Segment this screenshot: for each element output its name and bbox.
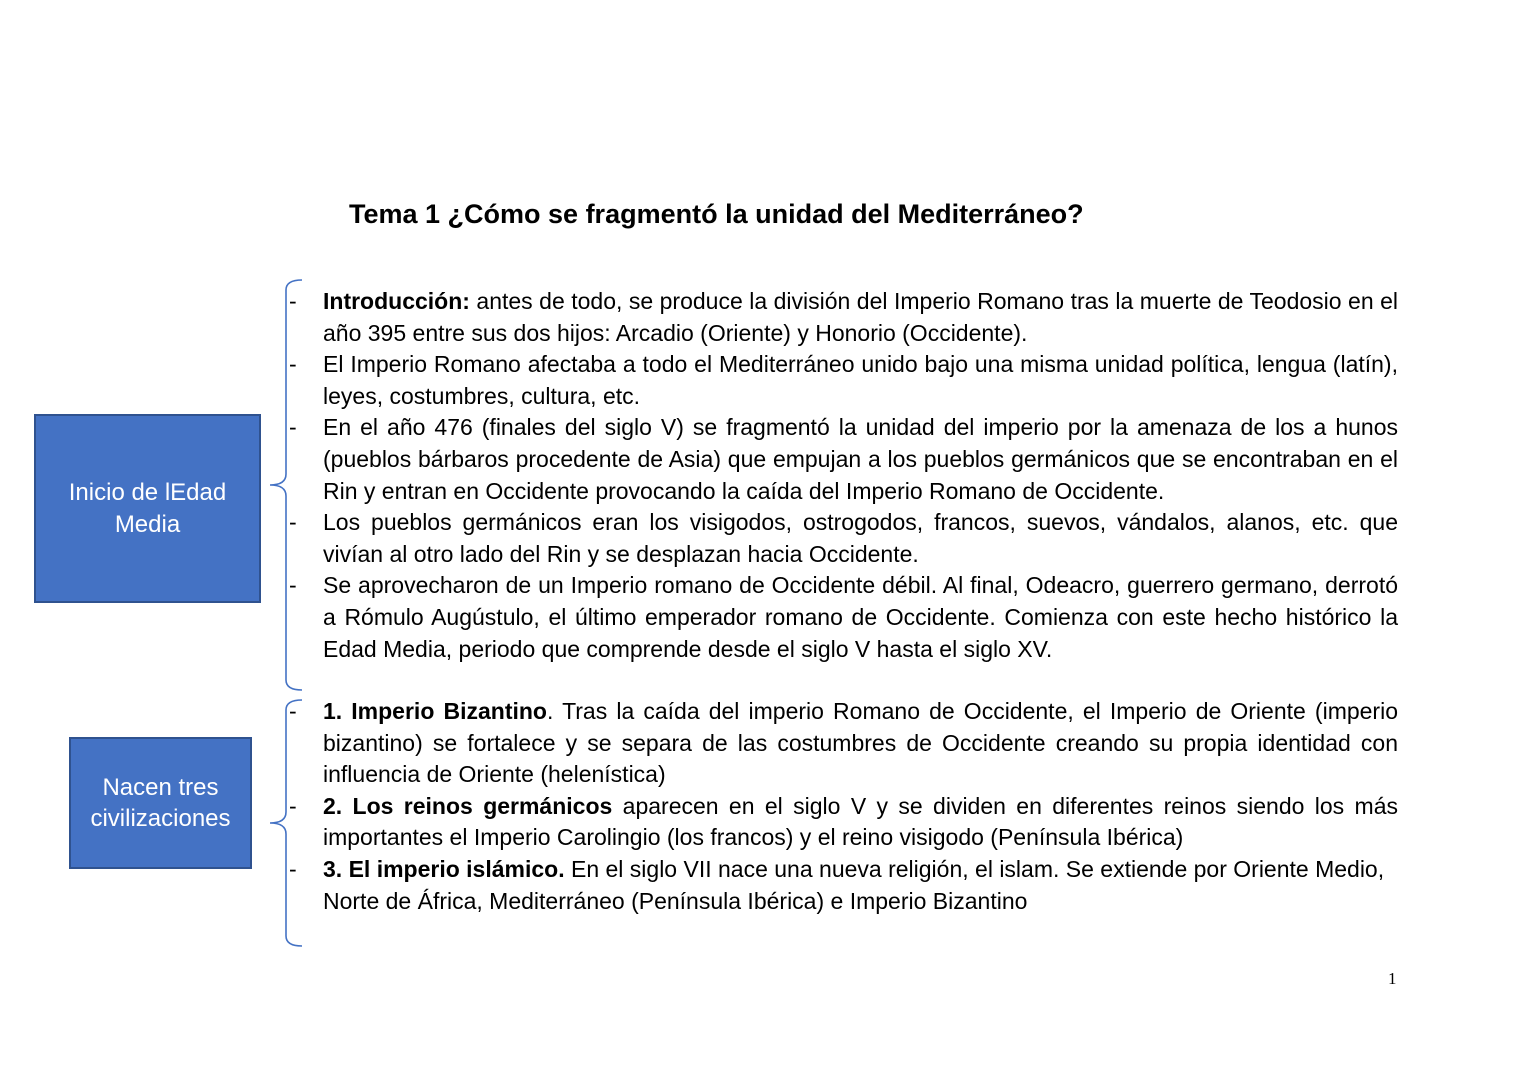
list-item: - Introducción: antes de todo, se produce la división del Imperio Romano tras la muerte de Teodosio en el año 395 entre sus dos hijos: Arcadio (Oriente) y Honorio (Occidente).	[289, 288, 1398, 346]
concept-box-tres-civilizaciones	[69, 737, 252, 869]
list-item: - 1. Imperio Bizantino. Tras la caída del imperio Romano de Occidente, el Imperio de Oriente (imperio bizantino) se fortalece y se separa de las costumbres de Occidente creando su propia identidad con influencia de Oriente (helenística)	[289, 698, 1398, 788]
bullet-text: En el año 476 (finales del siglo V) se fragmentó la unidad del imperio por la amenaza de los a hunos (pueblos bárbaros procedente de Asia) que empujan a los pueblos germánicos que se encontraban en el Rin y entran en Occidente provocando la caída del Imperio Romano de Occidente.	[323, 414, 1398, 504]
bullet-text: El Imperio Romano afectaba a todo el Mediterráneo unido bajo una misma unidad política, lengua (latín), leyes, costumbres, cultura, etc.	[323, 351, 1398, 409]
list-item: - Se aprovecharon de un Imperio romano de Occidente débil. Al final, Odeacro, guerrero germano, derrotó a Rómulo Augústulo, el último emperador romano de Occidente. Comienza con este hecho histórico la Edad Media, periodo que comprende desde el siglo V hasta el siglo XV.	[289, 572, 1398, 662]
bullet-bold: 3. El imperio islámico.	[323, 855, 565, 882]
list-item: - El Imperio Romano afectaba a todo el Mediterráneo unido bajo una misma unidad política, lengua (latín), leyes, costumbres, cultura, etc.	[289, 351, 1398, 409]
bullet-bold: Introducción:	[323, 288, 470, 314]
bullet-bold: 2. Los reinos germánicos	[323, 792, 613, 819]
concept-box-inicio-edad-media	[34, 414, 261, 603]
concept-box-label: Inicio de lEdad Media	[68, 479, 227, 538]
bullet-text: Se aprovecharon de un Imperio romano de Occidente débil. Al final, Odeacro, guerrero germano, derrotó a Rómulo Augústulo, el último emperador romano de Occidente. Comienza con este hecho histórico la Edad Media, periodo que comprende desde el siglo V hasta el siglo XV.	[323, 572, 1398, 662]
page-title: Tema 1 ¿Cómo se fragmentó la unidad del Mediterráneo?	[349, 199, 1084, 229]
bullet-text: En el siglo VII nace una nueva religión, el islam. Se extiende por Oriente Medio, Norte de África, Mediterráneo (Península Ibérica) e Imperio Bizantino	[323, 855, 1385, 914]
concept-box-label: Nacen tres civilizaciones	[90, 773, 231, 832]
bullet-text: . Tras la caída del imperio Romano de Occidente, el Imperio de Oriente (imperio bizantino) se fortalece y se separa de las costumbres de Occidente creando su propia identidad con influencia de Oriente (helenística)	[323, 698, 1398, 788]
page-number: 1	[1388, 969, 1397, 988]
bullet-list-civilizaciones	[289, 696, 1398, 917]
bullet-text: antes de todo, se produce la división del Imperio Romano tras la muerte de Teodosio en el año 395 entre sus dos hijos: Arcadio (Oriente) y Honorio (Occidente).	[323, 288, 1398, 346]
list-item: - Los pueblos germánicos eran los visigodos, ostrogodos, francos, suevos, vándalos, alanos, etc. que vivían al otro lado del Rin y se desplazan hacia Occidente.	[289, 509, 1398, 567]
list-item: - 3. El imperio islámico. En el siglo VII nace una nueva religión, el islam. Se extiende por Oriente Medio, Norte de África, Mediterráneo (Península Ibérica) e Imperio Bizantino	[289, 855, 1385, 914]
bullet-list-intro	[289, 286, 1398, 665]
list-item: - En el año 476 (finales del siglo V) se fragmentó la unidad del imperio por la amenaza de los a hunos (pueblos bárbaros procedente de Asia) que empujan a los pueblos germánicos que se encontraban en el Rin y entran en Occidente provocando la caída del Imperio Romano de Occidente.	[289, 414, 1398, 504]
bullet-text: Los pueblos germánicos eran los visigodos, ostrogodos, francos, suevos, vándalos, alanos, etc. que vivían al otro lado del Rin y se desplazan hacia Occidente.	[323, 509, 1398, 567]
bullet-bold: 1. Imperio Bizantino	[323, 698, 547, 724]
bullet-text: aparecen en el siglo V y se dividen en diferentes reinos siendo los más importantes el Imperio Carolingio (los francos) y el reino visigodo (Península Ibérica)	[323, 792, 1398, 851]
list-item: - 2. Los reinos germánicos aparecen en el siglo V y se dividen en diferentes reinos siendo los más importantes el Imperio Carolingio (los francos) y el reino visigodo (Península Ibérica)	[289, 792, 1398, 851]
